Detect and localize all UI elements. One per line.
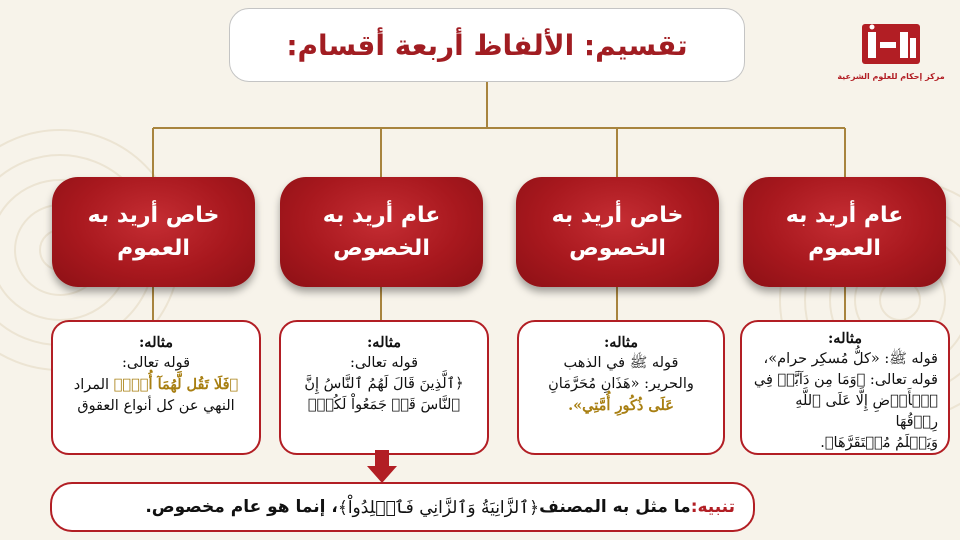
example-box-3 [279, 320, 489, 455]
note-text: ، إنما هو عام مخصوص. [145, 497, 338, 517]
example-label: مثاله: [603, 334, 639, 351]
arrow-down-icon [365, 450, 399, 484]
example-box-2 [517, 320, 725, 455]
logo-subtitle: مركز إحكام للعلوم الشرعية [837, 72, 945, 81]
example-line [63, 374, 249, 396]
category-line2: الخصوص [569, 236, 666, 261]
note-box [50, 482, 755, 532]
category-general-meant-specific [280, 177, 483, 287]
example-line: ٱلۡأَرۡضِ إِلَّا عَلَى ٱللَّهِ رِزۡقُهَا [795, 393, 938, 431]
example-line: والحرير: «هَذَانِ مُحَرَّمَانِ [548, 376, 694, 393]
example-text: المراد [73, 377, 114, 394]
category-specific-meant-general [52, 177, 255, 287]
example-line: وَيَعۡلَمُ مُسۡتَقَرَّهَا﴾. [820, 435, 938, 452]
category-line1: خاص أريد به [551, 203, 684, 228]
example-verse: ٱلنَّاسَ قَدۡ جَمَعُواْ لَكُمۡ﴾ [307, 397, 461, 414]
example-line: قوله تعالى: ﴿وَمَا مِن دَآبَّةٖ فِي [753, 372, 938, 389]
category-specific-meant-specific [516, 177, 719, 287]
note-text: ما مثل به المصنف [539, 497, 691, 517]
example-line: قوله تعالى: [121, 355, 191, 372]
note-verse: ﴿ٱلزَّانِيَةُ وَٱلزَّانِي فَٱجۡلِدُواْ﴾ [337, 497, 540, 518]
example-line: النهي عن كل أنواع العقوق [77, 398, 235, 415]
example-line: قوله تعالى: [349, 355, 419, 372]
category-line2: الخصوص [333, 236, 430, 261]
example-box-1 [740, 320, 950, 455]
example-box-4 [51, 320, 261, 455]
example-verse: عَلَى ذُكُورِ أُمَّتِي». [568, 397, 674, 415]
example-label: مثاله: [366, 334, 402, 351]
category-line2: العموم [808, 236, 881, 261]
note-label: تنبيه: [690, 497, 735, 517]
category-line2: العموم [117, 236, 190, 261]
example-verse: ﴿فَلَا تَقُل لَّهُمَآ أُفّٖ﴾ [113, 376, 239, 394]
example-label: مثاله: [138, 334, 174, 351]
brand-logo [837, 20, 945, 94]
example-line: قوله ﷺ في الذهب [563, 355, 679, 372]
example-verse: ﴿ٱلَّذِينَ قَالَ لَهُمُ ٱلنَّاسُ إِنَّ [304, 376, 464, 393]
category-general-meant-general [743, 177, 946, 287]
category-line1: عام أريد به [322, 203, 441, 228]
example-label: مثاله: [827, 330, 863, 347]
ihkam-logo-icon [862, 20, 920, 70]
category-line1: عام أريد به [785, 203, 904, 228]
category-line1: خاص أريد به [87, 203, 220, 228]
page-title: تقسيم: الألفاظ أربعة أقسام: [286, 28, 688, 62]
title-box [229, 8, 745, 82]
example-line: قوله ﷺ: «كلُّ مُسكِر حرام»، [763, 351, 938, 368]
